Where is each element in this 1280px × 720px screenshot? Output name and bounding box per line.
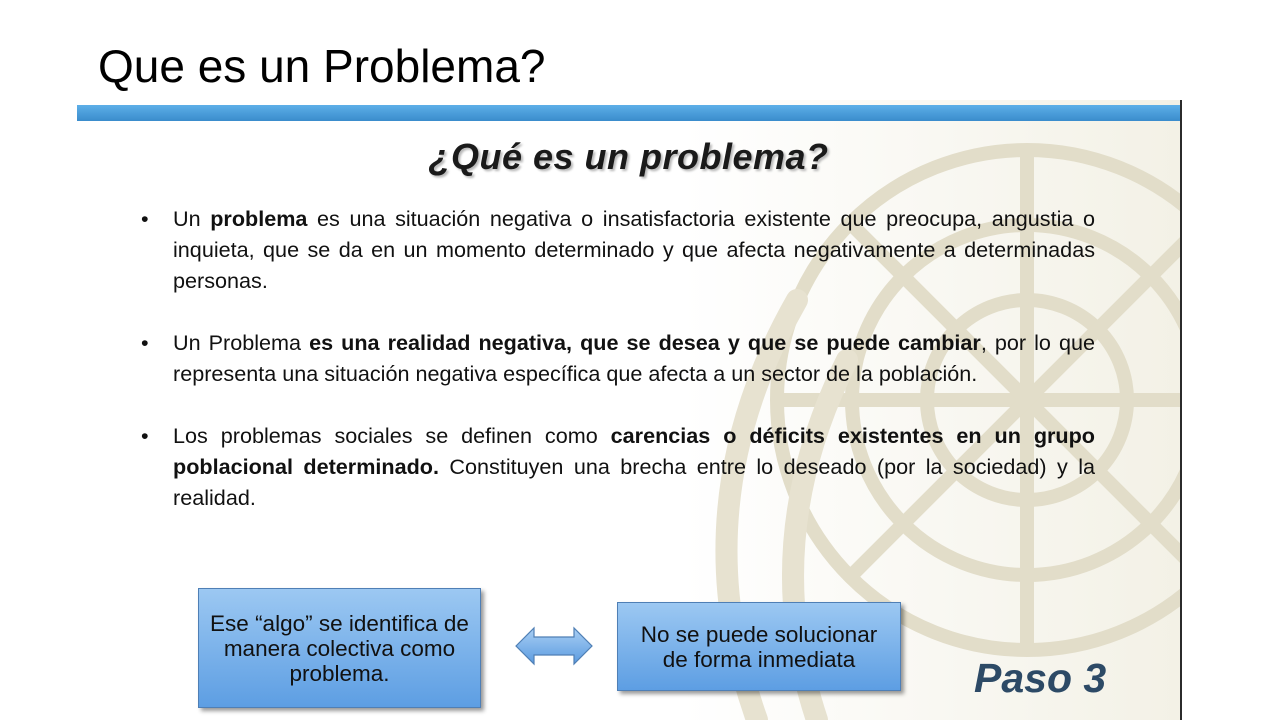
- bullet-item: [139, 420, 1095, 513]
- bullet-marker: •: [141, 423, 149, 448]
- bullet-text-bold: problema: [210, 206, 308, 231]
- slide-content-image: [77, 100, 1182, 720]
- bullet-text: es una situación negativa o insatisfactoria existente que preocupa, angustia o inquieta, que se da en un momento determinado y que afecta negativamente a determinadas personas.: [173, 206, 1095, 293]
- bullet-text-bold: carencias o déficits existentes en un grupo poblacional determinado.: [173, 423, 1095, 479]
- bullet-text: Un Problema: [173, 330, 310, 355]
- content-heading: ¿Qué es un problema?: [428, 136, 829, 177]
- bullet-list: [139, 203, 1095, 544]
- bullet-text: , por lo que representa una situación negativa específica que afecta a un sector de la población.: [173, 330, 1095, 386]
- not-immediate-box: [617, 602, 901, 691]
- collective-identification-box: [198, 588, 481, 708]
- bullet-item: [139, 327, 1095, 389]
- bullet-marker: •: [141, 330, 149, 355]
- bullet-marker: •: [141, 206, 149, 231]
- step-label: Paso 3: [974, 655, 1107, 701]
- bullet-text: Los problemas sociales se definen como: [173, 423, 611, 448]
- bullet-text: Un: [173, 206, 211, 231]
- bullet-text-bold: es una realidad negativa, que se desea y que se puede cambiar: [309, 330, 981, 355]
- bullet-text: Constituyen una brecha entre lo deseado (por la sociedad) y la realidad.: [173, 454, 1095, 510]
- slide-title: Que es un Problema?: [98, 40, 546, 92]
- bullet-item: [139, 203, 1095, 296]
- box-text: No se puede solucionar de forma inmediata: [640, 621, 878, 672]
- box-text: Ese “algo” se identifica de manera colectiva como problema.: [210, 610, 469, 686]
- double-headed-arrow-icon: [514, 626, 594, 666]
